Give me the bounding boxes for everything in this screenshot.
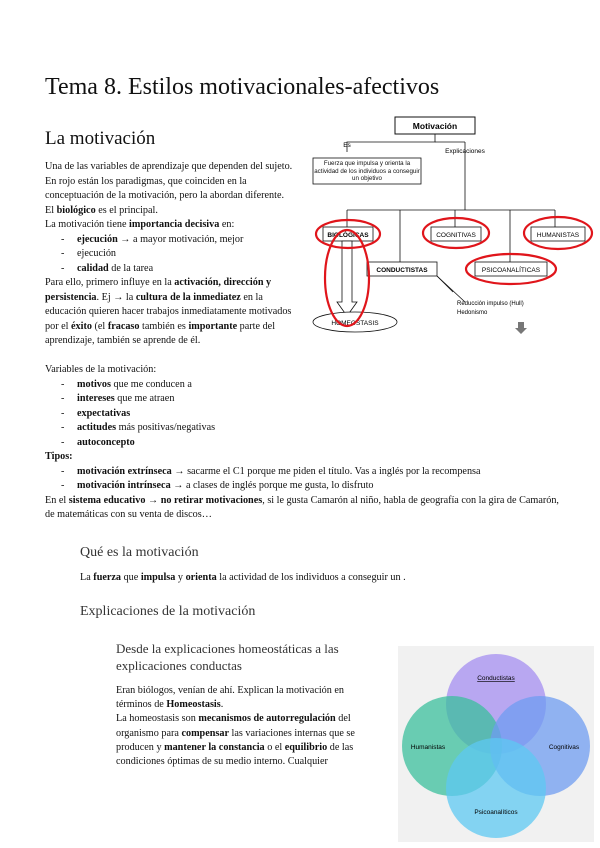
intro-text [45, 160, 303, 349]
intro-paragraph-3: La motivación tiene importancia decisiva en: [45, 219, 235, 230]
list-item: - autoconcepto [45, 436, 565, 451]
list-item: - actitudes más positivas/negativas [45, 421, 565, 436]
list-item-continuation: - ejecución [45, 247, 303, 262]
homeostasis-label: HOMEOSTASIS [331, 320, 379, 327]
box-psicoanaliticas: PSICOANALÍTICAS [481, 267, 541, 274]
variables-list [45, 378, 565, 451]
box-biologicas: BIOLÓGICAS [327, 232, 369, 239]
list-item: - motivos que me conducen a [45, 378, 565, 393]
homeostasis-paragraph: Eran biólogos, venían de ahí. Explican la motivación en términos de Homeostasis. [116, 685, 345, 711]
variables-heading: Variables de la motivación: [45, 364, 157, 375]
list-item: - calidad de la tarea [45, 262, 303, 277]
venn-label-cognitivas: Cognitivas [548, 744, 580, 751]
explicaciones-text [116, 684, 378, 769]
list-item: - intereses que me atraen [45, 392, 565, 407]
closing-paragraph: En el sistema educativo → no retirar motivaciones, si le gusta Camarón al niño, habla de geografía con la gira de Camarón, de matemáticas con su venta de discos… [45, 494, 559, 520]
venn-label-psicoanaliticos: Psicoanalíticos [474, 809, 518, 816]
que-es-heading: Qué es la motivación [80, 545, 199, 560]
box-cognitivas: COGNITIVAS [436, 232, 476, 239]
page-title: Tema 8. Estilos motivacionales-afectivos [45, 74, 440, 100]
venn-circle-psicoanaliticos [446, 738, 546, 838]
list-item: - ejecución → a mayor motivación, mejor [45, 233, 303, 248]
explicaciones-heading: Explicaciones de la motivación [80, 604, 256, 619]
venn-diagram [398, 646, 594, 842]
importance-list [45, 233, 303, 277]
que-es-definition: La fuerza que impulsa y orienta la actividad de los individuos a conseguir un . [80, 572, 406, 583]
venn-label-humanistas: Humanistas [410, 744, 446, 751]
diagram-left-branch: Es [343, 142, 351, 149]
tipos-list [45, 465, 565, 494]
definition-text: Fuerza que impulsa y orienta la actividad de los individuos a conseguir un objetivo [314, 160, 420, 182]
list-item: - motivación intrínseca → a clases de inglés porque me gusta, lo disfruto [45, 479, 565, 494]
list-item: - expectativas [45, 407, 565, 422]
bullet-hedonismo: Hedonismo [457, 310, 488, 316]
bullet-hull: Reducción impulso (Hull) [457, 301, 524, 307]
box-humanistas: HUMANISTAS [536, 232, 580, 239]
list-item: - motivación extrínseca → sacarme el C1 porque me piden el título. Vas a inglés por la recompensa [45, 465, 565, 480]
activation-paragraph: Para ello, primero influye en la activación, dirección y persistencia. Ej → la cultura de la inmediatez en la educación quieren hacer trabajos inmediatamente motivados por el éxito (el fracaso también es importante parte del aprendizaje, también se aprende de él. [45, 277, 292, 346]
variables-section [45, 363, 565, 523]
tipos-heading: Tipos: [45, 451, 73, 462]
venn-label-conductistas: Conductistas [477, 675, 515, 682]
intro-paragraph: Una de las variables de aprendizaje que dependen del sujeto. En rojo están los paradigmas, que coinciden en la conceptuación de la motivación, pero la abordan diferente. [45, 161, 293, 201]
motivation-diagram [305, 112, 597, 344]
homeostasis-paragraph-2: La homeostasis son mecanismos de autorregulación del organismo para compensar las variaciones internas que se producen y mantener la constancia o el equilibrio de las condiciones óptimas de su medio interno. Cualquier [116, 713, 355, 768]
explicaciones-subheading: Desde la explicaciones homeostáticas a las explicaciones conductas [116, 641, 339, 673]
intro-paragraph-2: El biológico es el principal. [45, 204, 158, 216]
box-conductistas: CONDUCTISTAS [376, 267, 428, 274]
diagram-right-branch: Explicaciones [445, 148, 485, 155]
section-title: La motivación [45, 128, 156, 149]
diagram-root-label: Motivación [412, 121, 458, 131]
